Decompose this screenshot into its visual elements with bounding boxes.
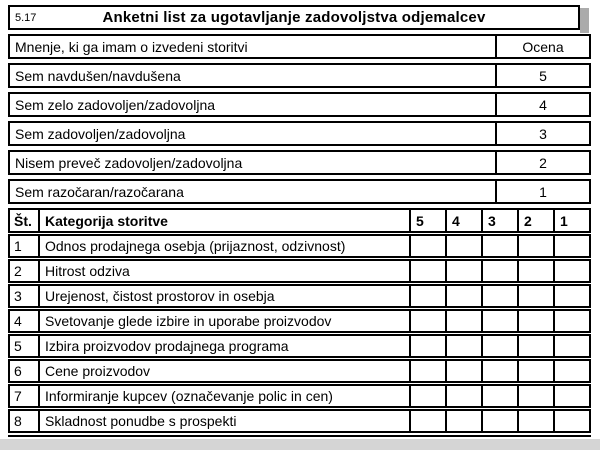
category-row (8, 309, 591, 333)
category-text: Izbira proizvodov prodajnega programa (38, 336, 409, 356)
rating-cell (409, 361, 445, 381)
opinion-text: Sem zadovoljen/zadovoljna (15, 125, 186, 142)
rating-cell (409, 336, 445, 356)
category-text: Svetovanje glede izbire in uporabe proizvodov (38, 311, 409, 331)
opinion-text: Sem razočaran/razočarana (15, 183, 184, 200)
rating-cell (481, 361, 517, 381)
category-row (8, 334, 591, 358)
rating-cell (553, 236, 589, 256)
category-header: Kategorija storitve (38, 210, 409, 231)
survey-title: Anketni list za ugotavljanje zadovoljstva odjemalcev (102, 9, 486, 26)
category-row (8, 409, 591, 433)
row-number: 4 (14, 313, 22, 329)
rating-cell (445, 361, 481, 381)
opinion-text: Sem navdušen/navdušena (15, 67, 181, 84)
rating-cell (445, 411, 481, 431)
opinion-header-label: Mnenje, ki ga imam o izvedeni storitvi (15, 38, 248, 55)
rating-cell (409, 261, 445, 281)
category-row (8, 234, 591, 258)
score-header-label: Ocena (495, 36, 589, 57)
score-value: 3 (495, 123, 589, 144)
figure-number: 5.17 (15, 12, 37, 24)
category-row (8, 384, 591, 408)
rating-cell (445, 286, 481, 306)
rating-header-cell: 2 (517, 210, 553, 231)
category-row (8, 284, 591, 308)
opinion-text: Sem zelo zadovoljen/zadovoljna (15, 96, 216, 113)
category-row (8, 259, 591, 283)
row-number: 1 (14, 238, 22, 254)
rating-header-cell: 1 (553, 210, 589, 231)
rating-cell (553, 336, 589, 356)
rating-cell (445, 311, 481, 331)
rating-cell (409, 386, 445, 406)
rating-cell (517, 336, 553, 356)
rating-cell (553, 411, 589, 431)
score-value: 4 (495, 94, 589, 115)
rating-cell (553, 386, 589, 406)
opinion-row (8, 92, 591, 117)
rating-cell (517, 386, 553, 406)
rating-cell (517, 411, 553, 431)
rating-cell (517, 286, 553, 306)
rating-cell (445, 236, 481, 256)
rating-cell (553, 361, 589, 381)
rating-cell (553, 311, 589, 331)
rating-cell (481, 336, 517, 356)
rating-cell (409, 286, 445, 306)
rating-cell (517, 261, 553, 281)
score-value: 2 (495, 152, 589, 173)
table-bottom-rule (8, 435, 591, 437)
rating-cell (553, 261, 589, 281)
rating-cell (409, 411, 445, 431)
opinion-header-row (8, 34, 591, 59)
row-number: 2 (14, 263, 22, 279)
rating-cell (517, 236, 553, 256)
rating-header-cell: 4 (445, 210, 481, 231)
page-margin-strip (0, 439, 600, 450)
score-value: 1 (495, 181, 589, 202)
category-text: Skladnost ponudbe s prospekti (38, 411, 409, 431)
rating-cell (409, 311, 445, 331)
rating-cell (481, 411, 517, 431)
number-header: Št. (14, 212, 32, 229)
rating-cell (445, 336, 481, 356)
rating-cell (517, 361, 553, 381)
row-number: 6 (14, 363, 22, 379)
rating-cell (553, 286, 589, 306)
category-text: Hitrost odziva (38, 261, 409, 281)
rating-header-cell: 5 (409, 210, 445, 231)
opinion-text: Nisem preveč zadovoljen/zadovoljna (15, 154, 243, 171)
title-row (8, 5, 580, 30)
row-number: 8 (14, 413, 22, 429)
row-number: 7 (14, 388, 22, 404)
opinion-row (8, 63, 591, 88)
row-number: 5 (14, 338, 22, 354)
rating-cell (481, 386, 517, 406)
row-number: 3 (14, 288, 22, 304)
category-header-row (8, 208, 591, 233)
rating-cell (409, 236, 445, 256)
category-text: Urejenost, čistost prostorov in osebja (38, 286, 409, 306)
opinion-row (8, 179, 591, 204)
category-text: Cene proizvodov (38, 361, 409, 381)
rating-cell (481, 311, 517, 331)
opinion-row (8, 121, 591, 146)
rating-cell (481, 286, 517, 306)
opinion-row (8, 150, 591, 175)
rating-cell (481, 236, 517, 256)
category-text: Odnos prodajnega osebja (prijaznost, odzivnost) (38, 236, 409, 256)
rating-cell (481, 261, 517, 281)
score-value: 5 (495, 65, 589, 86)
rating-cell (445, 386, 481, 406)
rating-cell (445, 261, 481, 281)
category-text: Informiranje kupcev (označevanje polic in cen) (38, 386, 409, 406)
category-row (8, 359, 591, 383)
rating-header-cell: 3 (481, 210, 517, 231)
survey-sheet (8, 5, 591, 437)
title-shadow (580, 8, 589, 33)
rating-cell (517, 311, 553, 331)
